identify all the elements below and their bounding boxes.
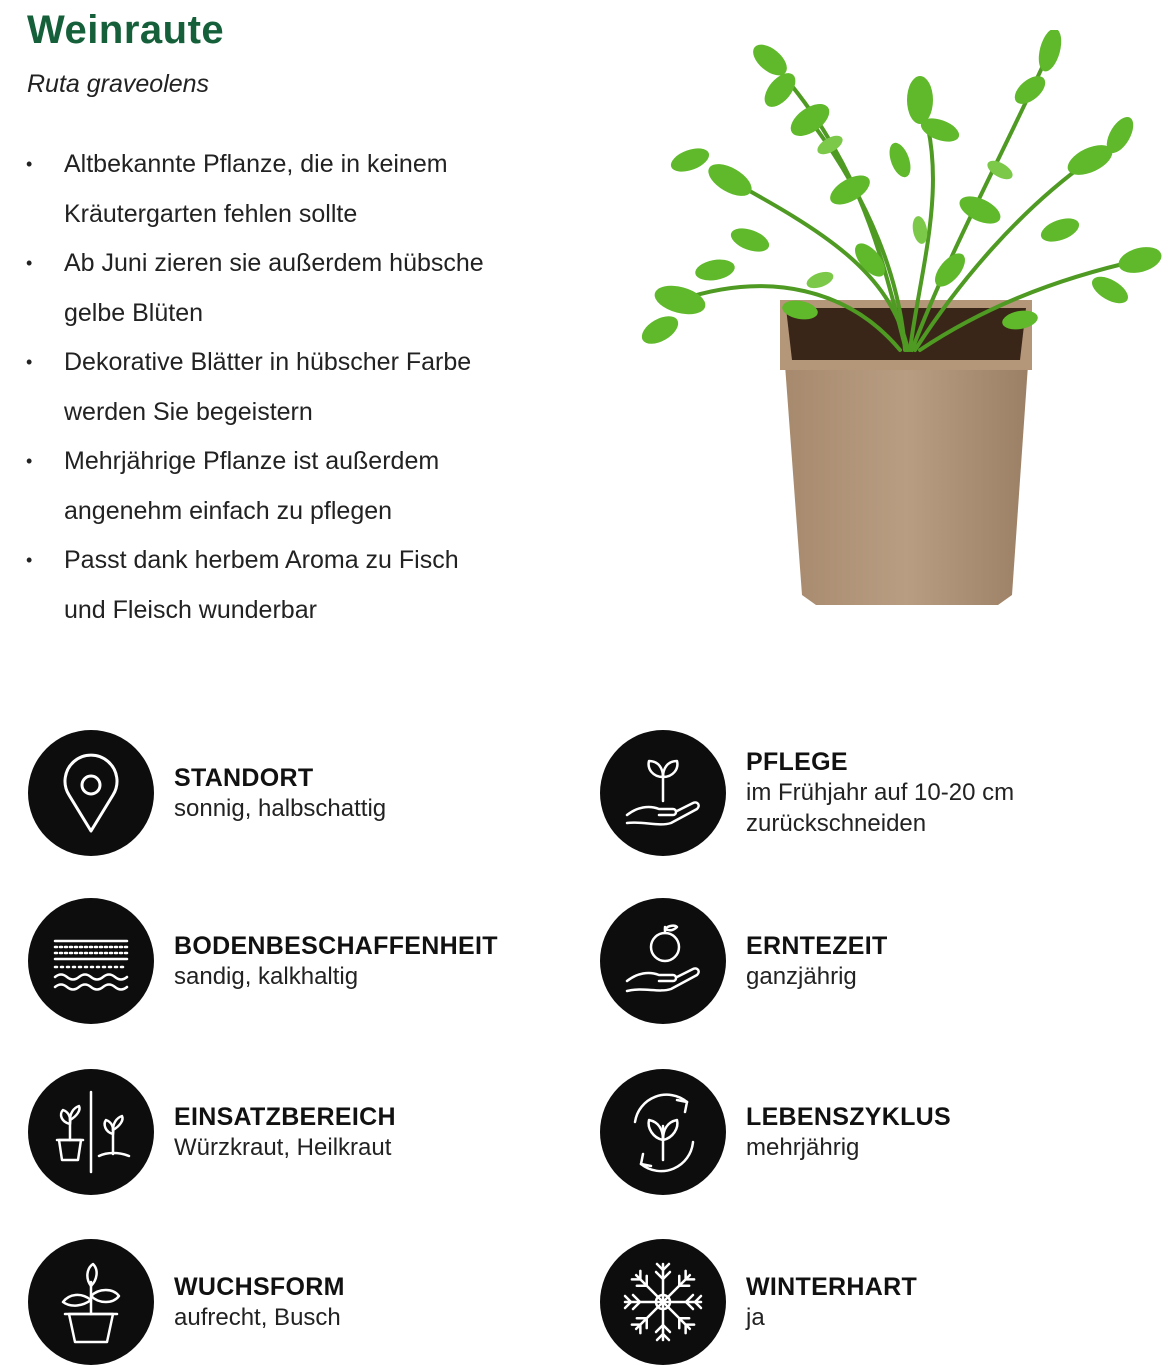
snowflake-icon	[600, 1239, 726, 1365]
feature-erntezeit	[600, 898, 888, 1024]
feature-lebenszyklus	[600, 1069, 951, 1195]
product-image	[620, 30, 1165, 620]
cycle-leaf-icon	[600, 1069, 726, 1195]
hand-fruit-icon	[600, 898, 726, 1024]
bullet-line: Passt dank herbem Aroma zu Fisch	[64, 546, 459, 574]
bullet-line: werden Sie begeistern	[64, 397, 313, 426]
feature-text	[746, 1102, 951, 1163]
bullet-line: und Fleisch wunderbar	[64, 595, 317, 624]
feature-wuchsform	[28, 1239, 345, 1365]
feature-text	[746, 1272, 917, 1333]
feature-text	[746, 747, 1014, 839]
feature-bodenbeschaffenheit	[28, 898, 498, 1024]
list-item	[22, 536, 542, 635]
bullet-line: Dekorative Blätter in hübscher Farbe	[64, 348, 472, 376]
soil-layers-icon	[28, 898, 154, 1024]
feature-text	[174, 763, 386, 824]
bullet-line: Ab Juni zieren sie außerdem hübsche	[64, 249, 484, 277]
feature-heading: EINSATZBEREICH	[174, 1102, 396, 1131]
feature-text	[746, 931, 888, 992]
feature-heading: PFLEGE	[746, 748, 848, 776]
feature-value: sonnig, halbschattig	[174, 794, 387, 822]
pot	[785, 365, 1028, 605]
location-pin-icon	[28, 730, 154, 856]
list-item	[22, 140, 542, 239]
bullet-dot: •	[26, 154, 33, 174]
product-latin-name: Ruta graveolens	[27, 70, 210, 98]
feature-bullet-list	[22, 140, 542, 635]
feature-text	[174, 1102, 396, 1163]
feature-value: im Frühjahr auf 10-20 cm	[746, 779, 1015, 806]
potted-rue-plant-illustration	[620, 30, 1165, 620]
feature-value: ganzjährig	[746, 962, 857, 990]
feature-heading: LEBENSZYKLUS	[746, 1102, 952, 1131]
feature-heading: STANDORT	[174, 763, 314, 792]
bullet-dot: •	[26, 253, 33, 273]
bullet-line: Mehrjährige Pflanze ist außerdem	[64, 447, 440, 475]
bullet-dot: •	[26, 550, 33, 570]
list-item	[22, 239, 542, 338]
bullet-dot: •	[26, 352, 33, 372]
feature-text	[174, 931, 498, 992]
bullet-line: angenehm einfach zu pflegen	[64, 496, 393, 525]
feature-heading: BODENBESCHAFFENHEIT	[174, 931, 498, 960]
feature-value: Würzkraut, Heilkraut	[174, 1133, 392, 1161]
feature-value: aufrecht, Busch	[174, 1303, 341, 1331]
bullet-line: Altbekannte Pflanze, die in keinem	[64, 150, 448, 178]
hand-sprout-icon	[600, 730, 726, 856]
feature-winterhart	[600, 1239, 917, 1365]
list-item	[22, 437, 542, 536]
bullet-dot: •	[26, 451, 33, 471]
potted-plant-icon	[28, 1239, 154, 1365]
feature-pflege	[600, 730, 1014, 856]
feature-text	[174, 1272, 345, 1333]
feature-standort	[28, 730, 386, 856]
feature-value: ja	[746, 1303, 765, 1331]
feature-heading: WINTERHART	[746, 1272, 918, 1301]
feature-value: sandig, kalkhaltig	[174, 962, 359, 990]
pot-and-sprout-icon	[28, 1069, 154, 1195]
bullet-line: gelbe Blüten	[64, 298, 204, 327]
feature-einsatzbereich	[28, 1069, 396, 1195]
feature-value: mehrjährig	[746, 1133, 860, 1161]
bullet-line: Kräutergarten fehlen sollte	[64, 199, 358, 228]
feature-heading: ERNTEZEIT	[746, 931, 888, 960]
product-title: Weinraute	[27, 8, 225, 52]
feature-heading: WUCHSFORM	[174, 1272, 345, 1301]
list-item	[22, 338, 542, 437]
feature-value: zurückschneiden	[746, 810, 927, 837]
